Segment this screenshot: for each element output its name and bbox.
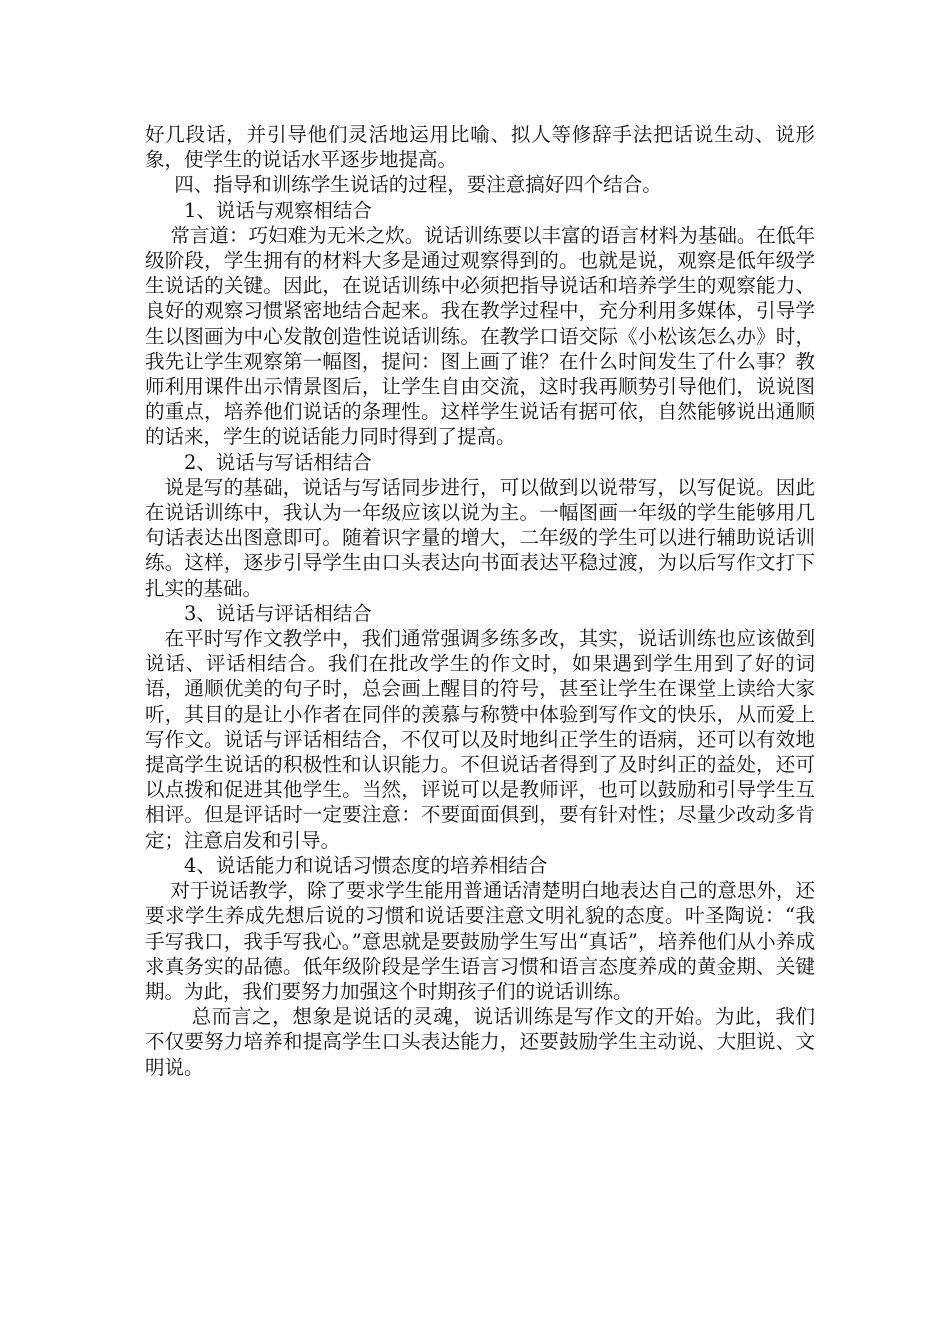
paragraph-commenting: 在平时写作文教学中，我们通常强调多练多改，其实，说话训练也应该做到说话、评话相结合。我们在批改学生的作文时，如果遇到学生用到了好的词语，通顺优美的句子时，总会画上醒目的符号，甚至让学生在课堂上读给大家听，其目的是让小作者在同伴的羡慕与称赞中体验到写作文的快乐，从而爱上写作文。说话与评话相结合，不仅可以及时地纠正学生的语病，还可以有效地提高学生说话的积极性和认识能力。不但说话者得到了及时纠正的益处，还可以点拨和促进其他学生。当然，评说可以是教师评，也可以鼓励和引导学生互相评。但是评话时一定要注意：不要面面俱到，要有针对性；尽量少改动多肯定；注意启发和引导。 bbox=[145, 627, 815, 852]
paragraph-observation: 常言道：巧妇难为无米之炊。说话训练要以丰富的语言材料为基础。在低年级阶段，学生拥有的材料大多是通过观察得到的。也就是说，观察是低年级学生说话的关键。因此，在说话训练中必须把指导说话和培养学生的观察能力、良好的观察习惯紧密地结合起来。我在教学过程中，充分利用多媒体，引导学生以图画为中心发散创造性说话训练。在教学口语交际《小松该怎么办》时，我先让学生观察第一幅图，提问：图上画了谁？在什么时间发生了什么事？教师利用课件出示情景图后，让学生自由交流，这时我再顺势引导他们，说说图的重点，培养他们说话的条理性。这样学生说话有据可依，自然能够说出通顺的话来，学生的说话能力同时得到了提高。 bbox=[145, 223, 815, 449]
paragraph-conclusion: 总而言之，想象是说话的灵魂，说话训练是写作文的开始。为此，我们不仅要努力培养和提高学生口头表达能力，还要鼓励学生主动说、大胆说、文明说。 bbox=[145, 1005, 815, 1079]
subheading-writing: 2、说话与写话相结合 bbox=[184, 450, 372, 474]
paragraph-continuation: 好几段话，并引导他们灵活地运用比喻、拟人等修辞手法把话说生动、说形象，使学生的说话水平逐步地提高。 bbox=[145, 123, 815, 172]
subheading-observation: 1、说话与观察相结合 bbox=[184, 198, 372, 222]
section-heading-four: 四、指导和训练学生说话的过程，要注意搞好四个结合。 bbox=[174, 173, 662, 197]
document-body bbox=[145, 122, 815, 1080]
subheading-habits: 4、说话能力和说话习惯态度的培养相结合 bbox=[184, 853, 548, 877]
subheading-commenting: 3、说话与评话相结合 bbox=[184, 601, 372, 625]
paragraph-habits: 对于说话教学，除了要求学生能用普通话清楚明白地表达自己的意思外，还要求学生养成先想后说的习惯和说话要注意文明礼貌的态度。叶圣陶说：“我手写我口，我手写我心。”意思就是要鼓励学生写出“真话”，培养他们从小养成求真务实的品德。低年级阶段是学生语言习惯和语言态度养成的黄金期、关键期。为此，我们要努力加强这个时期孩子们的说话训练。 bbox=[145, 879, 815, 1003]
paragraph-writing: 说是写的基础，说话与写话同步进行，可以做到以说带写，以写促说。因此在说话训练中，我认为一年级应该以说为主。一幅图画一年级的学生能够用几句话表达出图意即可。随着识字量的增大，二年级的学生可以进行辅助说话训练。这样，逐步引导学生由口头表达向书面表达平稳过渡，为以后写作文打下扎实的基础。 bbox=[145, 475, 815, 600]
